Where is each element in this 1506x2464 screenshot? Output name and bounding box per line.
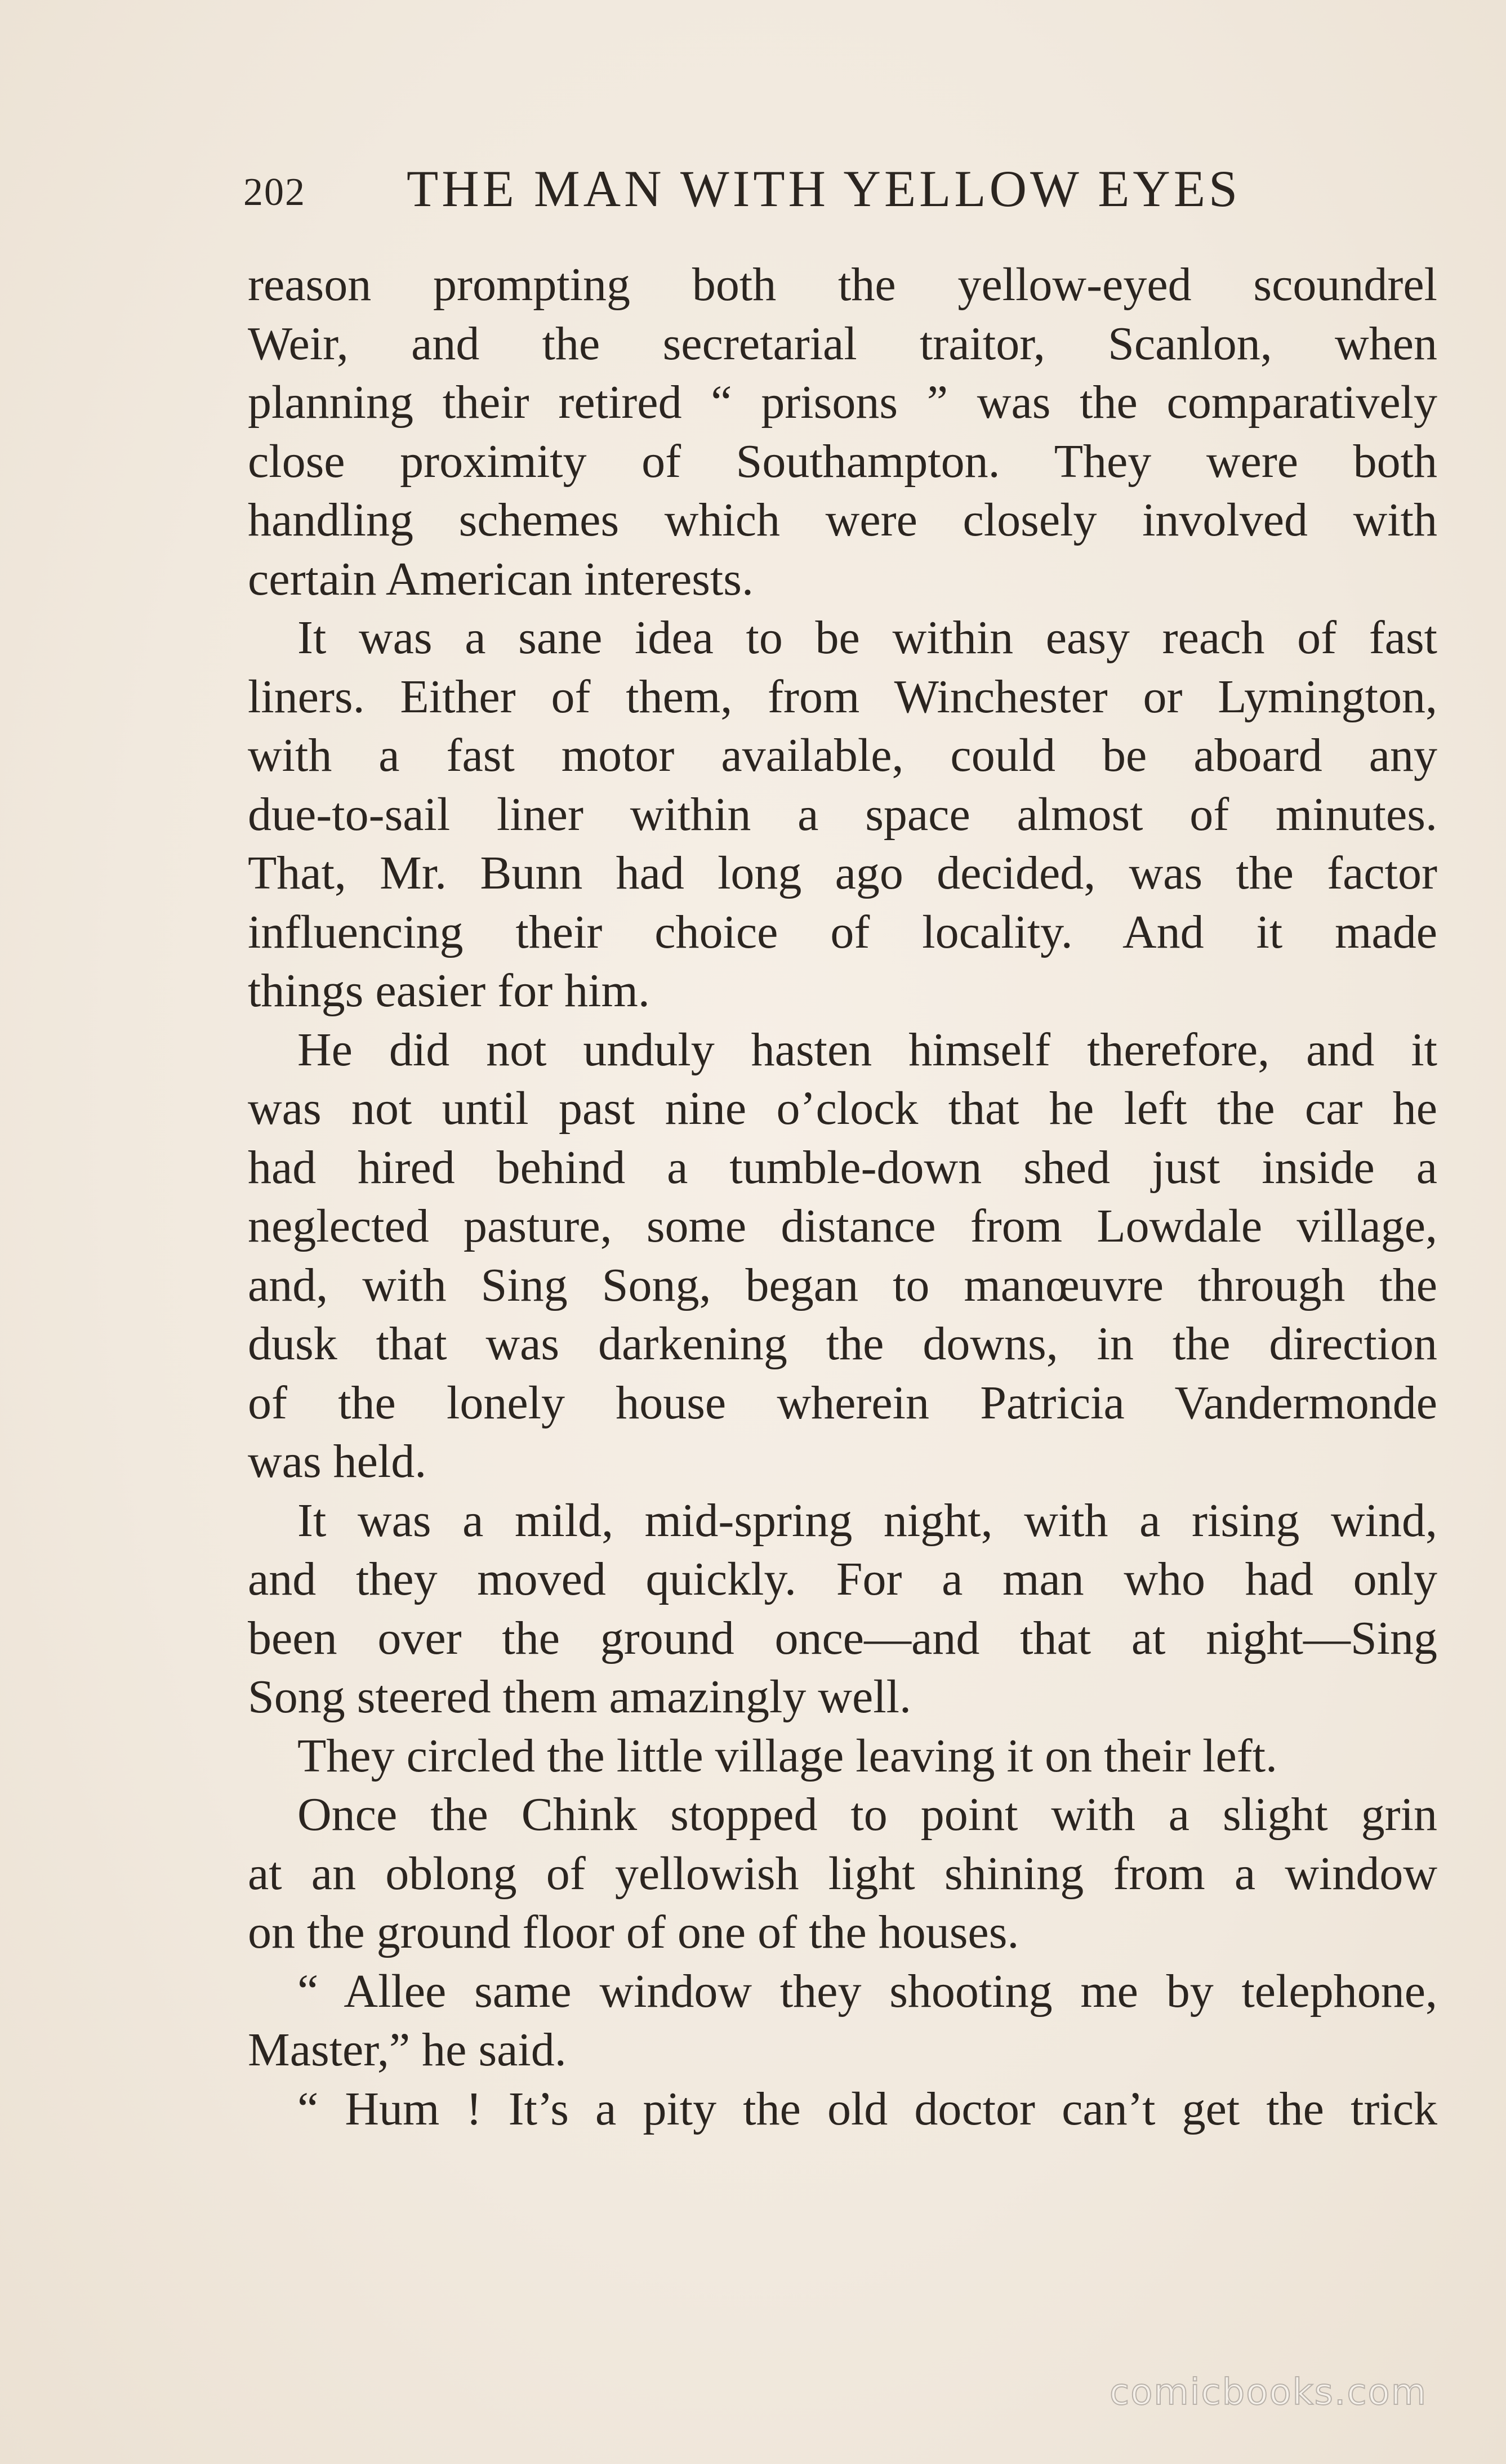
text-line: and, with Sing Song, began to manœuvre through the xyxy=(248,1258,1437,1311)
book-title: THE MAN WITH YELLOW EYES xyxy=(407,160,1241,217)
text-line: He did not unduly hasten himself therefore, and it xyxy=(297,1023,1437,1076)
paragraph xyxy=(248,1727,1437,1786)
text-line: had hired behind a tumble-down shed just inside a xyxy=(248,1141,1437,1194)
text-line: on the ground floor of one of the houses. xyxy=(248,1906,1019,1958)
text-line: at an oblong of yellowish light shining from a window xyxy=(248,1847,1437,1900)
text-line: Song steered them amazingly well. xyxy=(248,1671,912,1723)
watermark: comicbooks.com xyxy=(1110,2372,1428,2413)
text-line: reason prompting both the yellow-eyed scoundrel xyxy=(248,258,1437,311)
text-line: due-to-sail liner within a space almost of minutes. xyxy=(248,788,1437,841)
text-line: with a fast motor available, could be aboard any xyxy=(248,729,1437,782)
text-line: Master,” he said. xyxy=(248,2024,567,2076)
text-line: It was a mild, mid-spring night, with a rising wind, xyxy=(297,1494,1437,1547)
text-line: dusk that was darkening the downs, in the direction xyxy=(248,1318,1437,1370)
text-line: certain American interests. xyxy=(248,552,754,605)
body-text xyxy=(248,256,1437,2139)
text-line: They circled the little village leaving it on their left. xyxy=(297,1729,1278,1782)
text-line: handling schemes which were closely involved with xyxy=(248,494,1437,546)
text-line: was not until past nine o’clock that he left the car he xyxy=(248,1082,1437,1135)
text-line: That, Mr. Bunn had long ago decided, was the factor xyxy=(248,847,1437,899)
paragraph xyxy=(248,1492,1437,1727)
paragraph xyxy=(248,1962,1437,2080)
text-line: been over the ground once—and that at night—Sing xyxy=(248,1612,1437,1664)
paragraph xyxy=(248,609,1437,1021)
running-head xyxy=(243,159,1280,221)
text-line: “ Allee same window they shooting me by telephone, xyxy=(297,1965,1437,2017)
text-line: of the lonely house wherein Patricia Vandermonde xyxy=(248,1376,1437,1429)
text-line: influencing their choice of locality. And it made xyxy=(248,905,1437,958)
paragraph xyxy=(248,2080,1437,2139)
text-line: neglected pasture, some distance from Lowdale village, xyxy=(248,1200,1437,1252)
text-line: and they moved quickly. For a man who had only xyxy=(248,1553,1437,1605)
text-line: things easier for him. xyxy=(248,965,650,1017)
paragraph xyxy=(248,256,1437,609)
text-line: liners. Either of them, from Winchester or Lymington, xyxy=(248,670,1437,723)
page-number: 202 xyxy=(243,171,306,214)
text-line: planning their retired “ prisons ” was the comparatively xyxy=(248,376,1437,428)
text-line: “ Hum ! It’s a pity the old doctor can’t get the trick xyxy=(297,2082,1437,2135)
text-line: It was a sane idea to be within easy reach of fast xyxy=(297,611,1437,664)
text-line: close proximity of Southampton. They were both xyxy=(248,435,1437,488)
paragraph xyxy=(248,1785,1437,1962)
text-line: Once the Chink stopped to point with a slight grin xyxy=(297,1788,1437,1841)
text-line: Weir, and the secretarial traitor, Scanlon, when xyxy=(248,317,1437,370)
text-line: was held. xyxy=(248,1435,427,1488)
paragraph xyxy=(248,1021,1437,1492)
